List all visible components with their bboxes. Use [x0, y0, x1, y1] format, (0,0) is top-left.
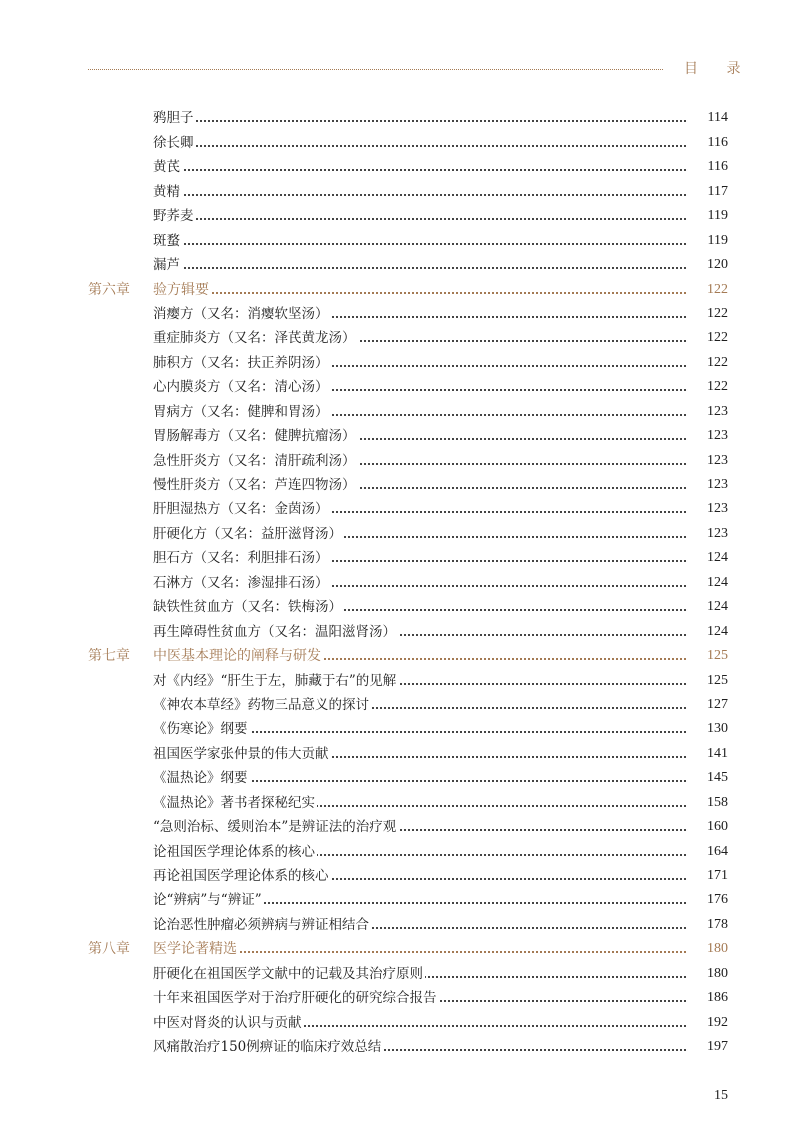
entry-page-number: 122	[688, 379, 728, 395]
entry-title: 急性肝炎方（又名：清肝疏利汤）	[153, 452, 356, 469]
toc-entry-row[interactable]	[0, 399, 800, 423]
toc-entry-row[interactable]	[0, 473, 800, 497]
entry-title: 中医对肾炎的认识与贡献	[153, 1014, 302, 1031]
entry-page-number: 160	[688, 819, 728, 835]
entry-page-number: 127	[688, 697, 728, 713]
toc-entry-row[interactable]	[0, 302, 800, 326]
entry-title: “急则治标、缓则治本”是辨证法的治疗观	[153, 819, 397, 836]
toc-entry-row[interactable]	[0, 693, 800, 717]
toc-entry-row[interactable]	[0, 668, 800, 692]
toc-entry-row[interactable]	[0, 253, 800, 277]
entry-page-number: 130	[688, 721, 728, 737]
dot-leader	[153, 292, 690, 294]
entry-title: 心内膜炎方（又名：清心汤）	[153, 379, 329, 396]
toc-entry-row[interactable]	[0, 1010, 800, 1034]
entry-title: 缺铁性贫血方（又名：铁梅汤）	[153, 599, 342, 616]
entry-page-number: 124	[688, 550, 728, 566]
entry-page-number: 176	[688, 892, 728, 908]
entry-title: 再生障碍性贫血方（又名：温阳滋肾汤）	[153, 623, 396, 640]
toc-entry-row[interactable]	[0, 448, 800, 472]
entry-page-number: 123	[688, 477, 728, 493]
toc-entry-row[interactable]	[0, 130, 800, 154]
toc-entry-row[interactable]	[0, 619, 800, 643]
entry-page-number: 141	[688, 746, 728, 762]
toc-entry-row[interactable]	[0, 350, 800, 374]
toc-entry-row[interactable]	[0, 595, 800, 619]
entry-title: 胆石方（又名：利胆排石汤）	[153, 550, 329, 567]
dot-leader	[153, 169, 690, 171]
chapter-title: 验方辑要	[153, 281, 209, 298]
entry-page-number: 171	[688, 868, 728, 884]
toc-entry-row[interactable]	[0, 912, 800, 936]
entry-page-number: 119	[688, 208, 728, 224]
entry-title: 石淋方（又名：渗湿排石汤）	[153, 574, 329, 591]
entry-title: 斑蝥	[153, 232, 180, 249]
entry-title: 论治恶性肿瘤必须辨病与辨证相结合	[153, 916, 369, 933]
toc-entry-row[interactable]	[0, 790, 800, 814]
entry-page-number: 145	[688, 770, 728, 786]
entry-title: 重症肺炎方（又名：泽芪黄龙汤）	[153, 330, 356, 347]
dot-leader	[153, 218, 690, 220]
entry-title: 肝硬化方（又名：益肝滋肾汤）	[153, 525, 342, 542]
toc-entry-row[interactable]	[0, 326, 800, 350]
toc-entry-row[interactable]	[0, 228, 800, 252]
entry-page-number: 123	[688, 526, 728, 542]
toc-entry-row[interactable]	[0, 888, 800, 912]
toc-entry-row[interactable]	[0, 179, 800, 203]
entry-page-number: 122	[688, 355, 728, 371]
entry-title: 黄芪	[153, 159, 180, 176]
toc-entry-row[interactable]	[0, 839, 800, 863]
toc-entry-row[interactable]	[0, 717, 800, 741]
entry-title: 慢性肝炎方（又名：芦连四物汤）	[153, 477, 356, 493]
entry-title: 再论祖国医学理论体系的核心	[153, 868, 329, 884]
entry-title: 风痛散治疗150例痹证的临床疗效总结	[153, 1039, 382, 1056]
running-header-title: 目 录	[684, 61, 753, 77]
entry-title: 肝胆湿热方（又名：金茵汤）	[153, 501, 329, 518]
entry-page-number: 122	[688, 282, 728, 298]
entry-page-number: 122	[688, 330, 728, 346]
entry-page-number: 123	[688, 501, 728, 517]
entry-title: 黄精	[153, 183, 180, 200]
entry-page-number: 124	[688, 599, 728, 615]
chapter-label: 第八章	[88, 941, 130, 958]
toc-entry-row[interactable]	[0, 424, 800, 448]
entry-page-number: 192	[688, 1015, 728, 1031]
entry-page-number: 116	[688, 159, 728, 175]
entry-page-number: 180	[688, 966, 728, 982]
entry-title: 祖国医学家张仲景的伟大贡献	[153, 745, 329, 762]
entry-page-number: 178	[688, 917, 728, 933]
entry-title: 对《内经》“肝生于左，肺藏于右”的见解	[153, 672, 397, 689]
entry-page-number: 124	[688, 624, 728, 640]
toc-entry-row[interactable]	[0, 570, 800, 594]
dot-leader	[153, 120, 690, 122]
entry-page-number: 123	[688, 404, 728, 420]
chapter-title: 医学论著精选	[153, 941, 237, 958]
toc-entry-row[interactable]	[0, 766, 800, 790]
entry-title: 胃病方（又名：健脾和胃汤）	[153, 403, 329, 420]
entry-title: 《伤寒论》纲要	[153, 721, 248, 738]
toc-entry-row[interactable]	[0, 1035, 800, 1059]
toc-entry-row[interactable]	[0, 986, 800, 1010]
entry-title: 论祖国医学理论体系的核心	[153, 843, 315, 860]
entry-page-number: 186	[688, 990, 728, 1006]
entry-page-number: 197	[688, 1039, 728, 1055]
dot-leader	[153, 267, 690, 269]
entry-page-number: 120	[688, 257, 728, 273]
toc-entry-row[interactable]	[0, 815, 800, 839]
entry-title: 野荞麦	[153, 208, 194, 225]
entry-title: 胃肠解毒方（又名：健脾抗瘤汤）	[153, 428, 356, 445]
toc-chapter-row[interactable]	[0, 277, 800, 301]
entry-page-number: 125	[688, 648, 728, 664]
toc-entry-row[interactable]	[0, 204, 800, 228]
toc-entry-row[interactable]	[0, 521, 800, 545]
table-of-contents	[0, 106, 800, 1059]
chapter-label: 第七章	[88, 648, 130, 665]
entry-title: 十年来祖国医学对于治疗肝硬化的研究综合报告	[153, 990, 437, 1007]
toc-chapter-row[interactable]	[0, 937, 800, 961]
entry-title: 论“辨病”与“辨证”	[153, 892, 262, 909]
entry-page-number: 158	[688, 795, 728, 811]
toc-entry-row[interactable]	[0, 864, 800, 888]
entry-title: 《温热论》著书者探秘纪实	[153, 794, 315, 811]
entry-title: 肝硬化在祖国医学文献中的记载及其治疗原则	[153, 965, 423, 982]
dot-leader	[153, 243, 690, 245]
entry-title: 肺积方（又名：扶正养阴汤）	[153, 354, 329, 371]
entry-title: 鸦胆子	[153, 110, 194, 127]
entry-page-number: 180	[688, 941, 728, 957]
dot-leader	[153, 194, 690, 196]
entry-page-number: 124	[688, 575, 728, 591]
entry-page-number: 119	[688, 233, 728, 249]
page-number: 15	[714, 1088, 728, 1103]
toc-entry-row[interactable]	[0, 961, 800, 985]
toc-entry-row[interactable]	[0, 741, 800, 765]
toc-entry-row[interactable]	[0, 497, 800, 521]
entry-page-number: 125	[688, 673, 728, 689]
toc-entry-row[interactable]	[0, 546, 800, 570]
toc-chapter-row[interactable]	[0, 644, 800, 668]
entry-title: 消瘿方（又名：消瘿软坚汤）	[153, 305, 329, 322]
entry-title: 徐长卿	[153, 134, 194, 151]
entry-title: 《神农本草经》药物三品意义的探讨	[153, 696, 369, 713]
entry-page-number: 114	[688, 110, 728, 126]
entry-title: 《温热论》纲要	[153, 770, 248, 787]
chapter-title: 中医基本理论的阐释与研发	[153, 648, 321, 665]
entry-page-number: 122	[688, 306, 728, 322]
entry-title: 漏芦	[153, 257, 180, 274]
toc-entry-row[interactable]	[0, 106, 800, 130]
toc-entry-row[interactable]	[0, 375, 800, 399]
header-rule	[88, 69, 663, 70]
entry-page-number: 117	[688, 184, 728, 200]
entry-page-number: 164	[688, 844, 728, 860]
toc-entry-row[interactable]	[0, 155, 800, 179]
entry-page-number: 123	[688, 428, 728, 444]
entry-page-number: 123	[688, 453, 728, 469]
dot-leader	[153, 145, 690, 147]
entry-page-number: 116	[688, 135, 728, 151]
chapter-label: 第六章	[88, 281, 130, 298]
